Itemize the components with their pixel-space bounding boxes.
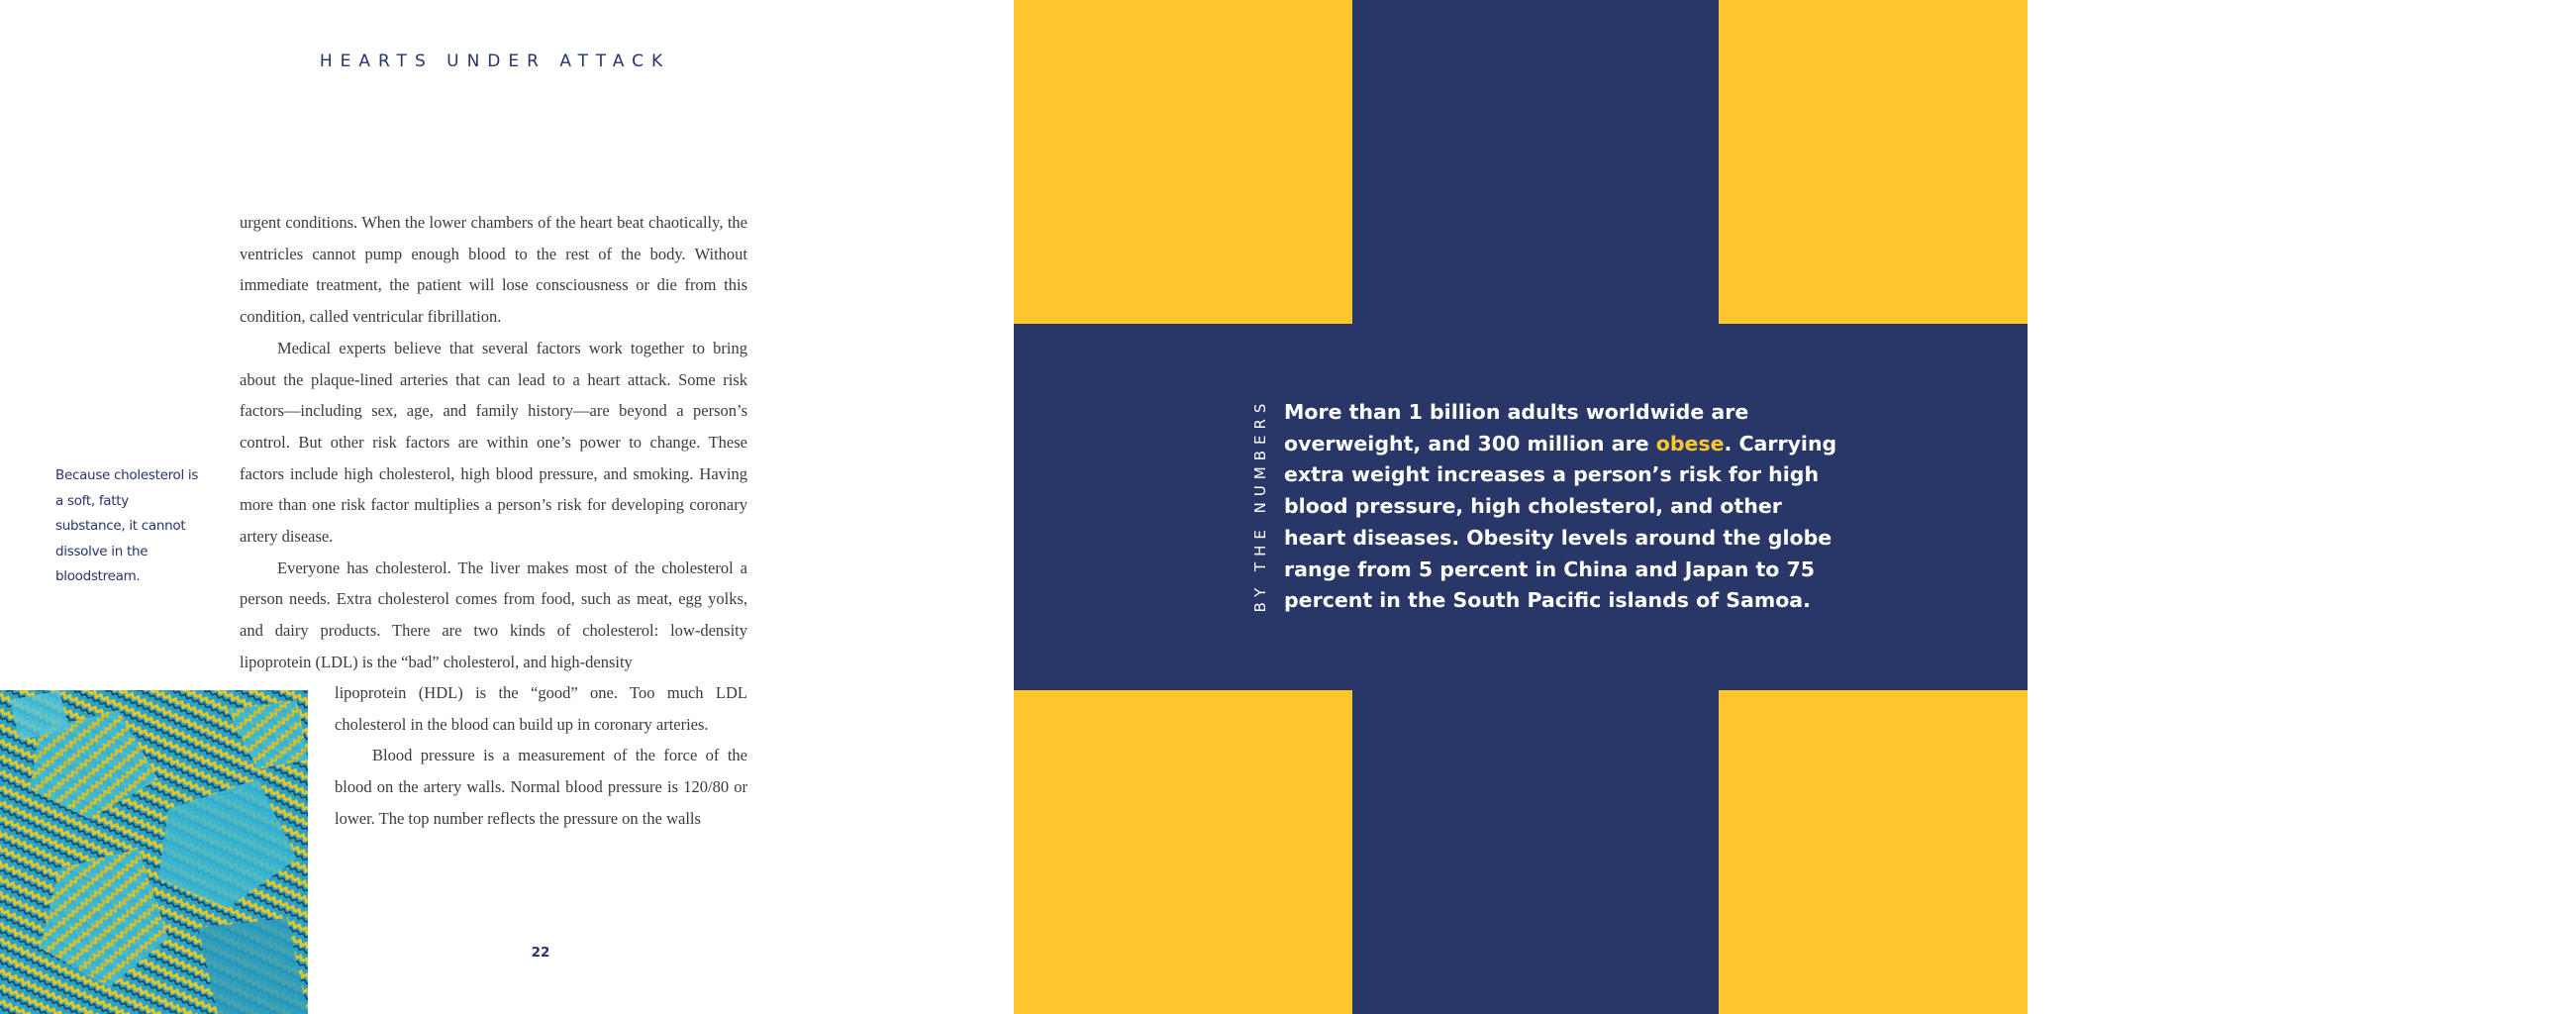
stat-text-after: . Carrying extra weight increases a person’s risk for high blood pressure, high cholesterol, and other heart diseases. Obesity levels around the globe range from 5 percent in China and Japan to 75 percent in the South Pacific islands of Samoa. — [1284, 431, 1837, 613]
stat-callout — [1284, 397, 1848, 617]
cholesterol-crystal-photo — [0, 690, 308, 1014]
cholesterol-crystal-pattern — [0, 690, 308, 1014]
sidenote: Because cholesterol is a soft, fatty substance, it cannot dissolve in the bloodstream. — [55, 467, 199, 584]
body-paragraph: Everyone has cholesterol. The liver makes most of the cholesterol a person needs. Extra cholesterol comes from food, such as meat, egg yolks, and dairy products. There are two kinds of cholesterol: low-density lipoprotein (LDL) is the “bad” cholesterol, and high-density — [240, 558, 747, 671]
body-paragraph: urgent conditions. When the lower chambers of the heart beat chaotically, the ventricles cannot pump enough blood to the rest of the body. Without immediate treatment, the patient will lose consciousness or die from this condition, called ventricular fibrillation. — [240, 213, 747, 327]
body-text-block-1 — [240, 207, 747, 678]
body-paragraph: Medical experts believe that several factors work together to bring about the plaque-lined arteries that can lead to a heart attack. Some risk factors—including sex, age, and family history—are beyond a person’s control. But other risk factors are within one’s power to change. These factors include high cholesterol, high blood pressure, and smoking. Having more than one risk factor multiplies a person’s risk for developing coronary artery disease. — [240, 338, 747, 547]
page-number: 23 — [2536, 945, 2556, 961]
left-page — [0, 0, 1014, 1014]
running-head: HEARTS UNDER ATTACK — [319, 51, 671, 71]
body-paragraph: lipoprotein (HDL) is the “good” one. Too much LDL cholesterol in the blood can build up in coronary arteries. — [335, 683, 747, 734]
body-text-block-2 — [335, 677, 747, 835]
stat-highlight-term: obese — [1655, 431, 1725, 456]
right-page — [1014, 0, 2556, 1014]
stat-text-before: More than 1 billion adults worldwide are overweight, and 300 million are — [1284, 400, 1749, 456]
page-number: 22 — [531, 945, 550, 961]
by-the-numbers-label: BY THE NUMBERS — [1251, 397, 1269, 613]
body-paragraph: Blood pressure is a measurement of the force of the blood on the artery walls. Normal blood pressure is 120/80 or lower. The top number reflects the pressure on the walls — [335, 746, 747, 828]
